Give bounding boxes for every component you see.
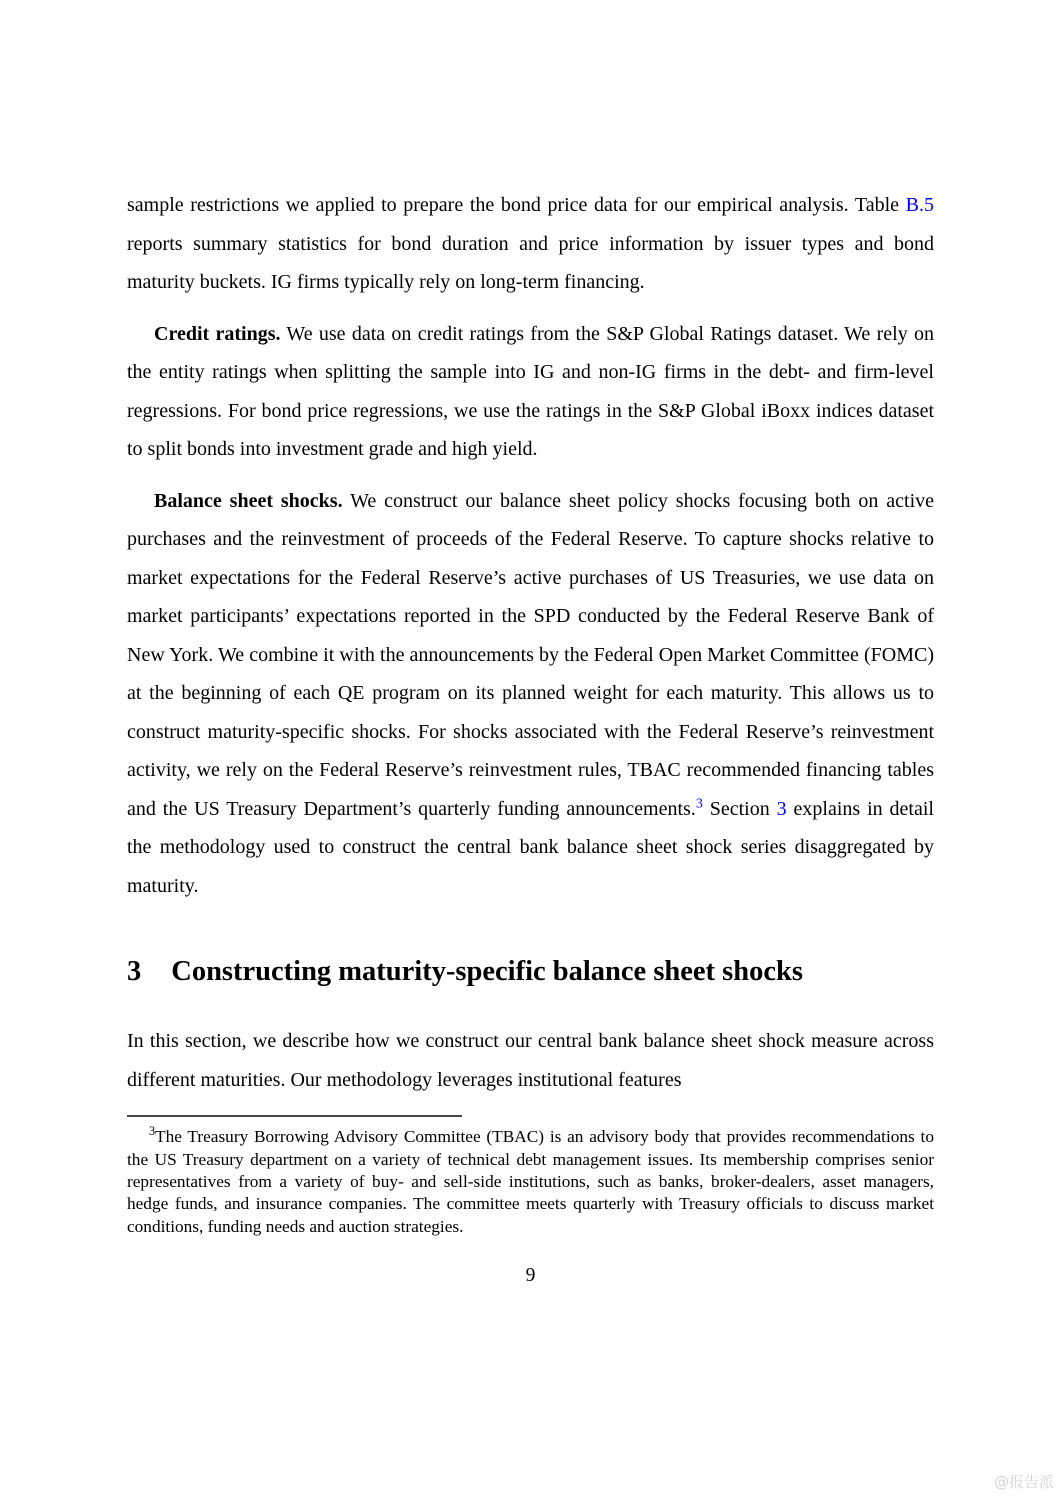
paragraph-text: reports summary statistics for bond duration and price information by issuer types and bond maturity buckets. IG firms typically rely on long-term financing.: [127, 232, 934, 293]
footnote-marker: 3: [149, 1124, 156, 1139]
paragraph-credit-ratings: [127, 315, 934, 469]
paragraph-text: sample restrictions we applied to prepare the bond price data for our empirical analysis. Table: [127, 194, 906, 216]
footnote-block: [127, 1115, 934, 1238]
paragraph-data-continuation: [127, 186, 934, 302]
paragraph-lead-balance-sheet-shocks: Balance sheet shocks.: [154, 489, 343, 512]
section-3-ref-link[interactable]: 3: [776, 797, 787, 820]
footnote-rule: [127, 1115, 462, 1117]
section-heading: [127, 955, 934, 989]
paragraph-balance-sheet-shocks: [127, 482, 934, 906]
section-title: Constructing maturity-specific balance sheet shocks: [171, 956, 803, 987]
table-b5-ref-link[interactable]: B.5: [905, 194, 934, 216]
paragraph-lead-credit-ratings: Credit ratings.: [154, 322, 281, 345]
footnote-superscript: [696, 796, 703, 811]
footnote-text: [127, 1126, 934, 1238]
section-number: 3: [127, 956, 142, 987]
paragraph-section-intro: [127, 1022, 934, 1099]
footnote-ref-link[interactable]: 3: [695, 795, 703, 811]
paragraph-text: Section: [702, 797, 777, 820]
paragraph-text: We use data on credit ratings from the S&P Global Ratings dataset. We rely on the entity ratings when splitting the sample into IG and non-IG firms in the debt- and firm-level regressions. For bond price regressions, we use the ratings in the S&P Global iBoxx indices dataset to split bonds into investment grade and high yield.: [127, 322, 934, 460]
paragraph-text: We construct our balance sheet policy shocks focusing both on active purchases and the reinvestment of proceeds of the Federal Reserve. To capture shocks relative to market expectations for the Federal Reserve’s active purchases of US Treasuries, we use data on market participants’ expectations reported in the SPD conducted by the Federal Reserve Bank of New York. We combine it with the announcements by the Federal Open Market Committee (FOMC) at the beginning of each QE program on its planned weight for each maturity. This allows us to construct maturity-specific shocks. For shocks associated with the Federal Reserve’s reinvestment activity, we rely on the Federal Reserve’s reinvestment rules, TBAC recommended financing tables and the US Treasury Department’s quarterly funding announcements.: [127, 489, 935, 820]
page-number: 9: [525, 1265, 536, 1287]
document-page: [127, 186, 934, 1287]
paragraph-text: In this section, we describe how we construct our central bank balance sheet shock measure across different maturities. Our methodology leverages institutional features: [127, 1030, 934, 1091]
paragraph-text: explains in detail the methodology used to construct the central bank balance sheet shock series disaggregated by maturity.: [127, 797, 934, 897]
watermark: @报告派: [993, 1473, 1054, 1491]
footnote-body: The Treasury Borrowing Advisory Committee (TBAC) is an advisory body that provides recommendations to the US Treasury department on a variety of technical debt management issues. Its membership comprises senior representatives from a variety of buy- and sell-side institutions, such as banks, broker-dealers, asset managers, hedge funds, and insurance companies. The committee meets quarterly with Treasury officials to discuss market conditions, funding needs and auction strategies.: [127, 1127, 934, 1236]
